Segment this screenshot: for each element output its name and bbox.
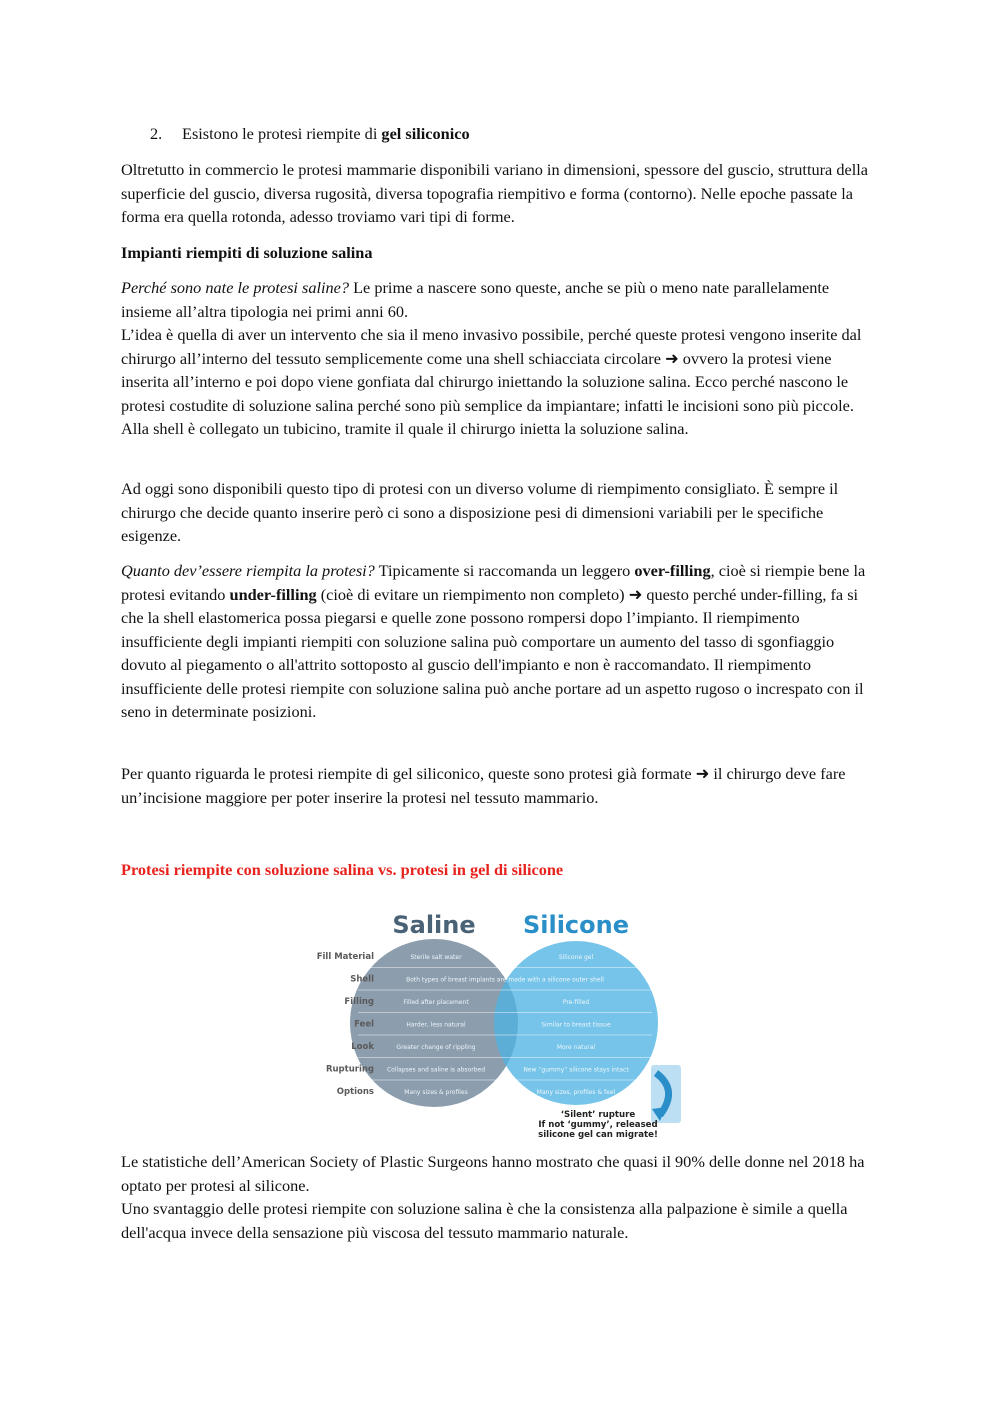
row-value-saline: Sterile salt water [410, 954, 462, 961]
row-value-silicone: Pre-filled [562, 999, 590, 1006]
row-label: Shell [350, 974, 374, 985]
list-item-2 [150, 122, 470, 146]
paragraph-6-line1: Le statistiche dell’American Society of Plastic Surgeons hanno mostrato che quasi il 90% delle donne nel 2018 ha optato per protesi al silicone. [121, 1152, 865, 1195]
over-filling-term: over-filling [634, 561, 711, 580]
list-text: Esistono le protesi riempite di [182, 124, 382, 143]
row-value-saline: Harder, less natural [406, 1021, 466, 1029]
paragraph-2-line3: Alla shell è collegato un tubicino, tramite il quale il chirurgo inietta la soluzione salina. [121, 419, 689, 438]
heading-comparison: Protesi riempite con soluzione salina vs. protesi in gel di silicone [121, 860, 564, 879]
saline-vs-silicone-figure [314, 895, 686, 1145]
question-saline: Perché sono nate le protesi saline? [121, 278, 350, 297]
silent-rupture-note [538, 1110, 658, 1140]
paragraph-4: Quanto dev’essere riempita la protesi? Tipicamente si raccomanda un leggero over-filling, cioè si riempie bene la protesi evitando under-filling (cioè di evitare un riempimento non completo) ➜ questo perché under-filling, fa si che la shell elastomerica possa piegarsi e quelle zone possono rompersi dopo l’impianto. Il riempimento insufficiente degli impianti riempiti con soluzione salina può comportare un aumento del tasso di sgonfiaggio dovuto al piegamento o all'attrito sottoposto al guscio dell'impianto e non è raccomandato. Il riempimento insufficiente delle protesi riempite con soluzione salina può anche portare ad un aspetto rugoso o increspato con il seno in determinate posizioni. [121, 561, 866, 721]
paragraph-1: Oltretutto in commercio le protesi mammarie disponibili variano in dimensioni, spessore del guscio, struttura della superficie del guscio, diversa rugosità, diversa topografia riempitivo e forma (contorno). Nelle epoche passate la forma era quella rotonda, adesso troviamo vari tipi di forme. [121, 160, 868, 226]
row-label: Look [351, 1042, 374, 1052]
row-value-silicone: New “gummy” silicone stays intact [523, 1066, 629, 1074]
paragraph-6-line2: Uno svantaggio delle protesi riempite con soluzione salina è che la consistenza alla palpazione è simile a quella dell'acqua invece della sensazione più viscosa del tessuto mammario naturale. [121, 1199, 848, 1242]
paragraph-6 [121, 1150, 881, 1244]
row-value-silicone: Silicone gel [558, 954, 594, 961]
under-filling-term: under-filling [229, 584, 317, 604]
paragraph-3: Ad oggi sono disponibili questo tipo di protesi con un diverso volume di riempimento consigliato. È sempre il chirurgo che decide quanto inserire però ci sono a disposizione pesi di dimensioni variabili per le specifiche esigenze. [121, 479, 839, 545]
note-line: ‘Silent’ rupture [560, 1110, 636, 1120]
row-value-silicone: More natural [556, 1044, 596, 1051]
venn-diagram [314, 895, 686, 1145]
row-label: Options [336, 1087, 374, 1097]
paragraph-5: Per quanto riguarda le protesi riempite di gel siliconico, queste sono protesi già formate ➜ il chirurgo deve fare un’incisione maggiore per poter inserire la protesi nel tessuto mammario. [121, 764, 846, 807]
paragraph-2: Perché sono nate le protesi saline? Le prime a nascere sono queste, anche se più o meno nate parallelamente insieme all’altra tipologia nei primi anni 60. L’idea è quella di aver un intervento che sia il meno invasivo possibile, perché queste protesi vengono inserite dal chirurgo all’interno del tessuto semplicemente come una shell schiacciata circolare ➜ ovvero la protesi viene inserita all’interno e poi dopo viene gonfiata dal chirurgo iniettando la soluzione salina. Ecco perché nascono le protesi costudite di soluzione salina perché sono più semplice da impiantare; infatti le incisioni sono più piccole. Alla shell è collegato un tubicino, tramite il quale il chirurgo inietta la soluzione salina. [121, 276, 881, 441]
row-value-both: Both types of breast implants are made with a silicone outer shell [406, 976, 604, 984]
row-value-saline: Many sizes & profiles [404, 1089, 468, 1096]
list-text-bold: gel siliconico [381, 124, 470, 143]
saline-title: Saline [392, 911, 476, 939]
silicone-title: Silicone [522, 911, 630, 939]
row-value-silicone: Similar to breast tissue [541, 1021, 611, 1029]
heading-saline-implants: Impianti riempiti di soluzione salina [121, 243, 373, 262]
question-filling: Quanto dev’essere riempita la protesi? [121, 561, 375, 580]
row-label: Feel [354, 1019, 374, 1030]
row-value-silicone: Many sizes, profiles & feel [536, 1089, 616, 1096]
paragraph-2-line2: L’idea è quella di aver un intervento che sia il meno invasivo possibile, perché queste protesi vengono inserite dal chirurgo all’interno del tessuto semplicemente come una shell schiacciata circolare ➜ ovvero la protesi viene inserita all’interno e poi dopo viene gonfiata dal chirurgo iniettando la soluzione salina. Ecco perché nascono le protesi costudite di soluzione salina perché sono più semplice da impiantare; infatti le incisioni sono più piccole. [121, 325, 862, 415]
rupture-arrow-icon [651, 1065, 681, 1123]
list-number: 2. [150, 124, 163, 143]
row-label: Fill Material [316, 952, 374, 962]
row-value-saline: Greater change of rippling [396, 1044, 476, 1051]
note-line: If not ‘gummy’, released [538, 1120, 658, 1130]
row-label: Rupturing [325, 1064, 374, 1075]
note-line: silicone gel can migrate! [538, 1130, 658, 1140]
row-label: Filling [344, 997, 374, 1007]
row-value-saline: Collapses and saline is absorbed [386, 1066, 486, 1074]
row-value-saline: Filled after placement [403, 999, 469, 1006]
